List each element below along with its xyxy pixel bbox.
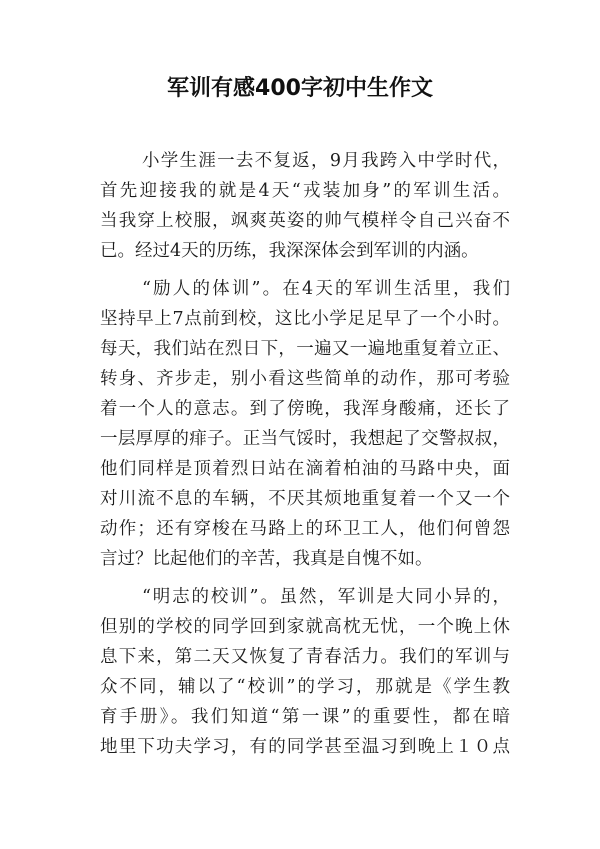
paragraph-line: 息下来，第二天又恢复了青春活力。我们的军训与	[100, 647, 510, 667]
paragraph-line: 对川流不息的车辆，不厌其烦地重复着一个又一个	[100, 489, 510, 509]
paragraph-line: 已。经过4天的历练，我深深体会到军训的内涵。	[100, 241, 479, 261]
paragraph-line: 着一个人的意志。到了傍晚，我浑身酸痛，还长了	[100, 399, 510, 419]
paragraph-line: 当我穿上校服，飒爽英姿的帅气模样令自己兴奋不	[100, 211, 510, 231]
paragraph-line: 众不同，辅以了“校训”的学习，那就是《学生教	[100, 677, 510, 697]
paragraph-line: 小学生涯一去不复返，9月我跨入中学时代，	[142, 151, 510, 171]
paragraph-line: 坚持早上7点前到校，这比小学足足早了一个小时。	[100, 309, 510, 329]
paragraph-line: 他们同样是顶着烈日站在滴着柏油的马路中央，面	[100, 459, 510, 479]
paragraph-line: 一层厚厚的痱子。正当气馁时，我想起了交警叔叔，	[100, 429, 510, 449]
document-title: 军训有感400字初中生作文	[167, 76, 433, 101]
paragraph-line: 地里下功夫学习，有的同学甚至温习到晚上１０点	[100, 737, 510, 757]
paragraph-line: 首先迎接我的就是4天“戎装加身”的军训生活。	[100, 181, 510, 201]
paragraph-line: 育手册》。我们知道“第一课”的重要性，都在暗	[100, 707, 510, 727]
paragraph-line: 转身、齐步走，别小看这些简单的动作，那可考验	[100, 369, 510, 389]
paragraph-line: 动作；还有穿梭在马路上的环卫工人，他们何曾怨	[100, 519, 510, 539]
paragraph-line: 每天，我们站在烈日下，一遍又一遍地重复着立正、	[100, 339, 510, 359]
paragraph-line: “明志的校训”。虽然，军训是大同小异的，	[142, 587, 510, 607]
paragraph-line: 但别的学校的同学回到家就高枕无忧，一个晚上休	[100, 617, 510, 637]
paragraph-line: 言过？比起他们的辛苦，我真是自愧不如。	[100, 549, 433, 569]
paragraph-line: “励人的体训”。在4天的军训生活里，我们	[142, 279, 510, 299]
